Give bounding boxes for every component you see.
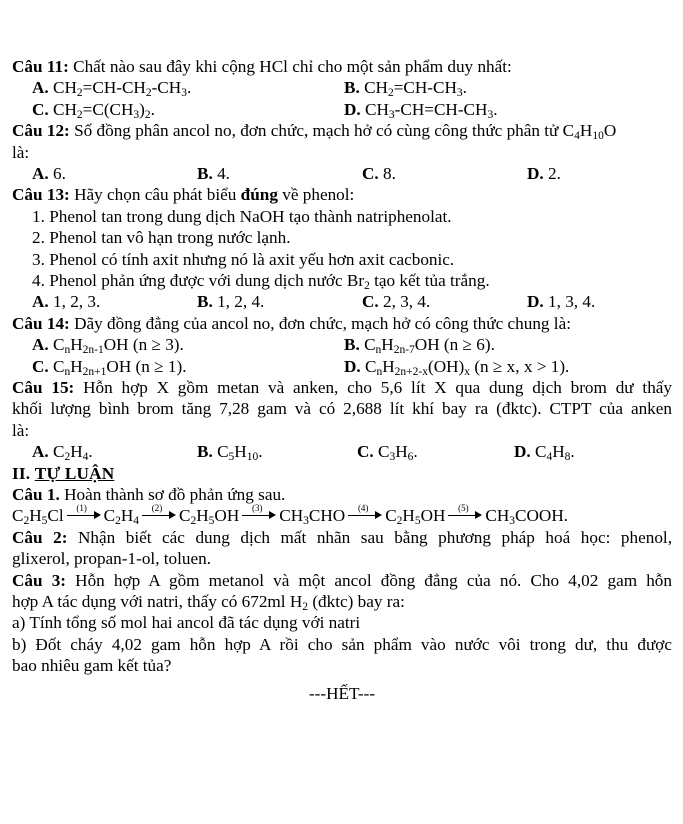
statement-1: 1. Phenol tan trong dung dịch NaOH tạo thành natriphenolat. (32, 206, 452, 226)
question-text-cont: hợp A tác dụng với natri, thấy có 672ml $H_2$ (đktc) bay ra: (12, 592, 405, 614)
question-text: Số đồng phân ancol no, đơn chức, mạch hở có cùng công thức phân tử C (69, 121, 575, 141)
options-row (12, 291, 672, 312)
question-text-cont: khối lượng bình brom tăng 7,28 gam và có 2,688 lít khí bay ra (đktc). CTPT của anken (12, 399, 672, 419)
end-marker: ---HẾT--- (308, 683, 376, 703)
options-row (12, 334, 672, 355)
reaction-arrow: (5) (448, 506, 482, 520)
reaction-chain: $C_2H_5Cl$ (1) $C_2H_4$ (2) $C_2H_5OH$ (3) $CH_3CHO$ (4) $C_2H_5OH$ (5) $CH_3COOH$. (12, 503, 569, 528)
question-label: Câu 13: (12, 185, 70, 205)
option-a: A. $CH_2=CH-CH_2-CH_3$. (32, 78, 192, 100)
option-a: A. 6. (32, 164, 66, 183)
option-a: A. $C_nH_{2n-1}OH$ (n ≥ 3). (32, 335, 184, 357)
sub-question-a: a) Tính tổng số mol hai ancol đã tác dụng với natri (12, 613, 361, 633)
options-row (12, 99, 672, 120)
option-c: C. $CH_2=C(CH_3)_2$. (32, 99, 155, 121)
reaction-arrow: (1) (67, 506, 101, 520)
options-row (12, 441, 672, 462)
essay-question-3: Câu 3: Hỗn hợp A gồm metanol và một ancol đồng đẳng của nó. Cho 4,02 gam hỗn (12, 570, 672, 590)
question-14 (12, 313, 672, 334)
option-b: B. $CH_2=CH-CH_3$. (344, 78, 467, 100)
question-text: Chất nào sau đây khi cộng HCl chỉ cho một sản phẩm duy nhất: (68, 57, 512, 76)
option-c: C. 2, 3, 4. (362, 292, 431, 312)
options-row (12, 163, 672, 184)
reaction-arrow: (3) (242, 506, 276, 520)
question-label: Câu 1. (12, 485, 60, 505)
exam-content (12, 56, 672, 704)
section-heading: II. TỰ LUẬN (12, 463, 115, 483)
question-label: Câu 3: (12, 570, 67, 590)
option-d: D. 2. (527, 164, 561, 183)
option-b: B. $C_5H_{10}$. (197, 442, 263, 464)
essay-question-2: Câu 2: Nhận biết các dung dịch mất nhãn sau bằng phương pháp hoá học: phenol, (12, 527, 672, 547)
essay-question-1: Câu 1. Hoàn thành sơ đồ phản ứng sau. (12, 485, 286, 505)
question-text: Dãy đồng đẳng của ancol no, đơn chức, mạch hở có công thức chung là: (69, 313, 571, 333)
option-c: C. 8. (362, 164, 396, 183)
option-a: A. 1, 2, 3. (32, 292, 101, 312)
options-row (12, 77, 672, 98)
statement-3: 3. Phenol có tính axit nhưng nó là axit yếu hơn axit cacbonic. (32, 249, 455, 269)
question-label: Câu 12: (12, 121, 70, 141)
option-d: D. 1, 3, 4. (527, 292, 596, 312)
option-d: D. $C_nH_{2n+2-x}(OH)_x$ (n ≥ x, x > 1). (344, 356, 570, 378)
question-label: Câu 15: (12, 378, 75, 397)
question-label: Câu 11: (12, 57, 69, 76)
question-15: Câu 15: Hỗn hợp X gồm metan và anken, cho 5,6 lít X qua dung dịch brom dư thấy (12, 378, 673, 397)
option-b: B. 4. (197, 164, 230, 183)
option-b: B. 1, 2, 4. (197, 292, 265, 312)
option-d: D. $CH_3-CH=CH-CH_3$. (344, 99, 498, 121)
question-text-cont: là: (12, 420, 30, 440)
options-row (12, 356, 672, 377)
question-12: Câu 12: Số đồng phân ancol no, đơn chức, mạch hở có cùng công thức phân tử $C_4H_{10}O$ (12, 121, 617, 143)
question-11 (12, 56, 672, 77)
reaction-arrow: (4) (348, 506, 382, 520)
option-a: A. $C_2H_4$. (32, 442, 93, 464)
option-c: C. $C_nH_{2n+1}OH$ (n ≥ 1). (32, 356, 187, 378)
reaction-arrow: (2) (142, 506, 176, 520)
option-c: C. $C_3H_6$. (357, 442, 418, 464)
option-d: D. $C_4H_8$. (514, 442, 575, 464)
question-label: Câu 14: (12, 313, 70, 333)
statement-4: 4. Phenol phản ứng được với dung dịch nước $Br_2$ tạo kết tủa trắng. (32, 271, 490, 293)
question-text-cont: bao nhiêu gam kết tủa? (12, 656, 172, 676)
question-label: Câu 2: (12, 527, 68, 547)
question-13: Câu 13: Hãy chọn câu phát biểu đúng về phenol: (12, 185, 355, 205)
question-text-cont: là: (12, 142, 30, 162)
option-b: B. $C_nH_{2n-7}OH$ (n ≥ 6). (344, 335, 495, 357)
sub-question-b: b) Đốt cháy 4,02 gam hỗn hợp A rồi cho sản phẩm vào nước vôi trong dư, thu được (12, 634, 672, 654)
question-text-cont: glixerol, propan-1-ol, toluen. (12, 549, 212, 569)
statement-2: 2. Phenol tan vô hạn trong nước lạnh. (32, 228, 291, 248)
